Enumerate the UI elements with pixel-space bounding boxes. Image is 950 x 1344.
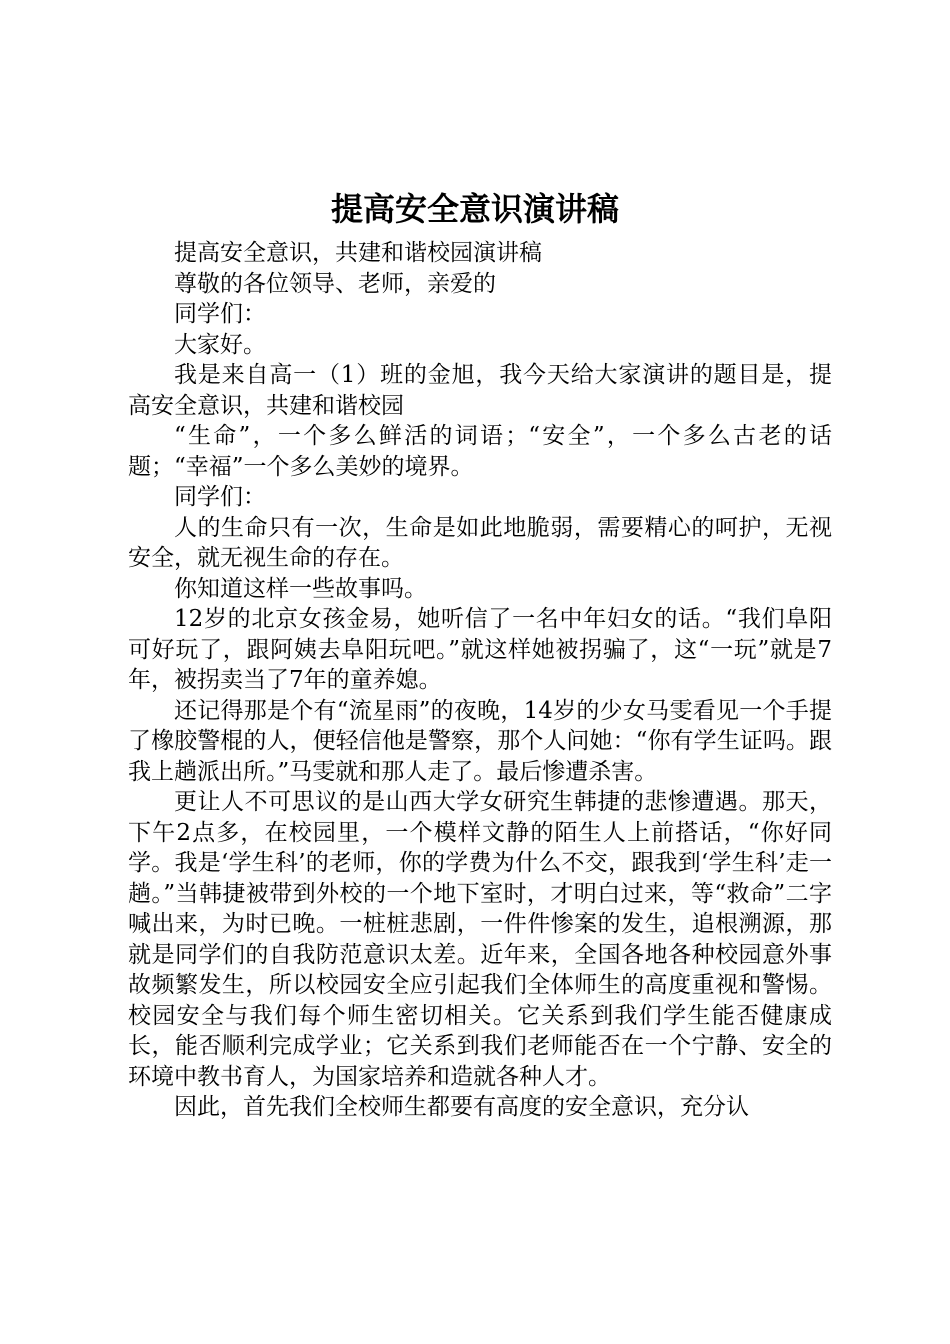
paragraph: 我是来自高一（1）班的金旭，我今天给大家演讲的题目是，提高安全意识，共建和谐校园 — [128, 362, 832, 419]
paragraph: 你知道这样一些故事吗。 — [174, 575, 427, 602]
paragraph: 人的生命只有一次，生命是如此地脆弱，需要精心的呵护，无视安全，就无视生命的存在。 — [128, 514, 832, 571]
paragraph: 因此，首先我们全校师生都要有高度的安全意识，充分认 — [174, 1094, 749, 1120]
paragraph: 尊敬的各位领导、老师，亲爱的 — [174, 270, 496, 297]
paragraph: 提高安全意识，共建和谐校园演讲稿 — [174, 240, 542, 266]
paragraph: 还记得那是个有“流星雨”的夜晚，14岁的少女马雯看见一个手提了橡胶警棍的人，便轻信他是警察，那个人问她：“你有学生证吗。跟我上趟派出所。”马雯就和那人走了。最后惨遭杀害。 — [128, 697, 832, 785]
paragraph: “生命”，一个多么鲜活的词语；“安全”，一个多么古老的话题；“幸福”一个多么美妙的境界。 — [128, 423, 832, 480]
document-body — [128, 238, 832, 1123]
paragraph: 同学们： — [174, 301, 266, 327]
paragraph: 同学们： — [174, 484, 266, 510]
paragraph: 12岁的北京女孩金易，她听信了一名中年妇女的话。“我们阜阳可好玩了，跟阿姨去阜阳玩吧。”就这样她被拐骗了，这“一玩”就是7年，被拐卖当了7年的童养媳。 — [128, 606, 832, 693]
document-title: 提高安全意识演讲稿 — [330, 190, 619, 228]
paragraph: 大家好。 — [174, 331, 266, 358]
paragraph: 更让人不可思议的是山西大学女研究生韩捷的悲惨遭遇。那天，下午2点多，在校园里，一个模样文静的陌生人上前搭话，“你好同学。我是‘学生科’的老师，你的学费为什么不交，跟我到‘学生科’走一趟。”当韩捷被带到外校的一个地下室时，才明白过来，等“救命”二字喊出来，为时已晚。一桩桩悲剧，一件件惨案的发生，追根溯源，那就是同学们的自我防范意识太差。近年来，全国各地各种校园意外事故频繁发生，所以校园安全应引起我们全体师生的高度重视和警惕。校园安全与我们每个师生密切相关。它关系到我们学生能否健康成长，能否顺利完成学业；它关系到我们老师能否在一个宁静、安全的环境中教书育人，为国家培养和造就各种人才。 — [128, 789, 832, 1090]
